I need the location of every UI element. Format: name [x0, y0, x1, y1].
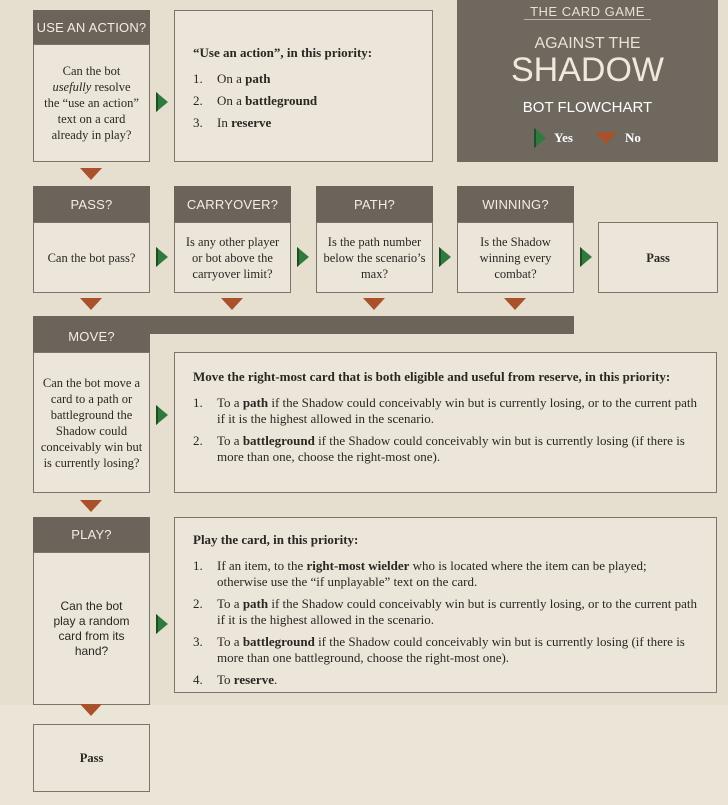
priority-item: 1. On a path: [193, 71, 271, 86]
decision-question: Can the bot pass?: [33, 222, 150, 293]
no-arrow-icon: [595, 132, 617, 144]
decision-question: Is the Shadow winning every combat?: [457, 222, 574, 293]
priority-item: 1. If an item, to the right-most wielder who is located where the item can be played; otherwise use the “if unplayable” text on the card.: [193, 558, 647, 589]
move-priority: [174, 352, 717, 493]
legend-no: No: [624, 130, 641, 145]
priority-item: 2. To a battleground if the Shadow could conceivably win but is currently losing (if there is more than one, choose the right-most one).: [193, 433, 685, 464]
priority-item: 3. To a battleground if the Shadow could conceivably win but is currently losing (if there is more than one battleground, choose the right-most one).: [193, 634, 685, 665]
priority-item: 2. On a battleground: [193, 93, 318, 108]
play-question: Can the bot play a random card from its hand?: [33, 552, 150, 705]
priority-item: 1. To a path if the Shadow could conceivably win but is currently losing, or to the current path if it is the highest allowed in the scenario.: [193, 395, 698, 426]
legend: [457, 128, 718, 148]
use-action-priority: [174, 10, 433, 162]
title-main: SHADOW: [511, 51, 664, 89]
decision-header: WINNING?: [457, 186, 574, 222]
priority-heading: Play the card, in this priority:: [193, 532, 359, 547]
move-question: Can the bot move a card to a path or battleground the Shadow could conceivably win but is currently losing?: [33, 352, 150, 493]
play-header: PLAY?: [33, 517, 150, 552]
flowchart-label: BOT FLOWCHART: [522, 99, 653, 116]
title-panel: [457, 0, 718, 162]
move-header: MOVE?: [33, 316, 150, 352]
play-priority: [174, 517, 717, 693]
decision-header: PASS?: [33, 186, 150, 222]
priority-item: 3. In reserve: [193, 115, 272, 130]
legend-yes: Yes: [554, 130, 573, 145]
logo-sub: THE CARD GAME: [524, 4, 651, 20]
yes-arrow-icon: [534, 128, 546, 148]
decision-question: Is the path number below the scenario’s max?: [316, 222, 433, 293]
priority-heading: Move the right-most card that is both eligible and useful from reserve, in this priority:: [193, 369, 671, 384]
pass-final-box: Pass: [33, 724, 150, 792]
decision-question: Is any other player or bot above the carryover limit?: [174, 222, 291, 293]
decision-header: CARRYOVER?: [174, 186, 291, 222]
decision-header: PATH?: [316, 186, 433, 222]
pass-result-box: Pass: [598, 222, 718, 293]
use-action-question: Can the bot usefully resolve the “use an action” text on a card already in play?: [33, 44, 150, 162]
subtitle: AGAINST THE: [534, 35, 641, 52]
priority-item: 2. To a path if the Shadow could conceivably win but is currently losing, or to the current path if it is the highest allowed in the scenario.: [193, 596, 698, 627]
use-action-header: USE AN ACTION?: [33, 10, 150, 44]
no-arrow-icon: [80, 704, 102, 716]
priority-item: 4. To reserve.: [193, 672, 278, 687]
priority-heading: “Use an action”, in this priority:: [193, 45, 373, 60]
